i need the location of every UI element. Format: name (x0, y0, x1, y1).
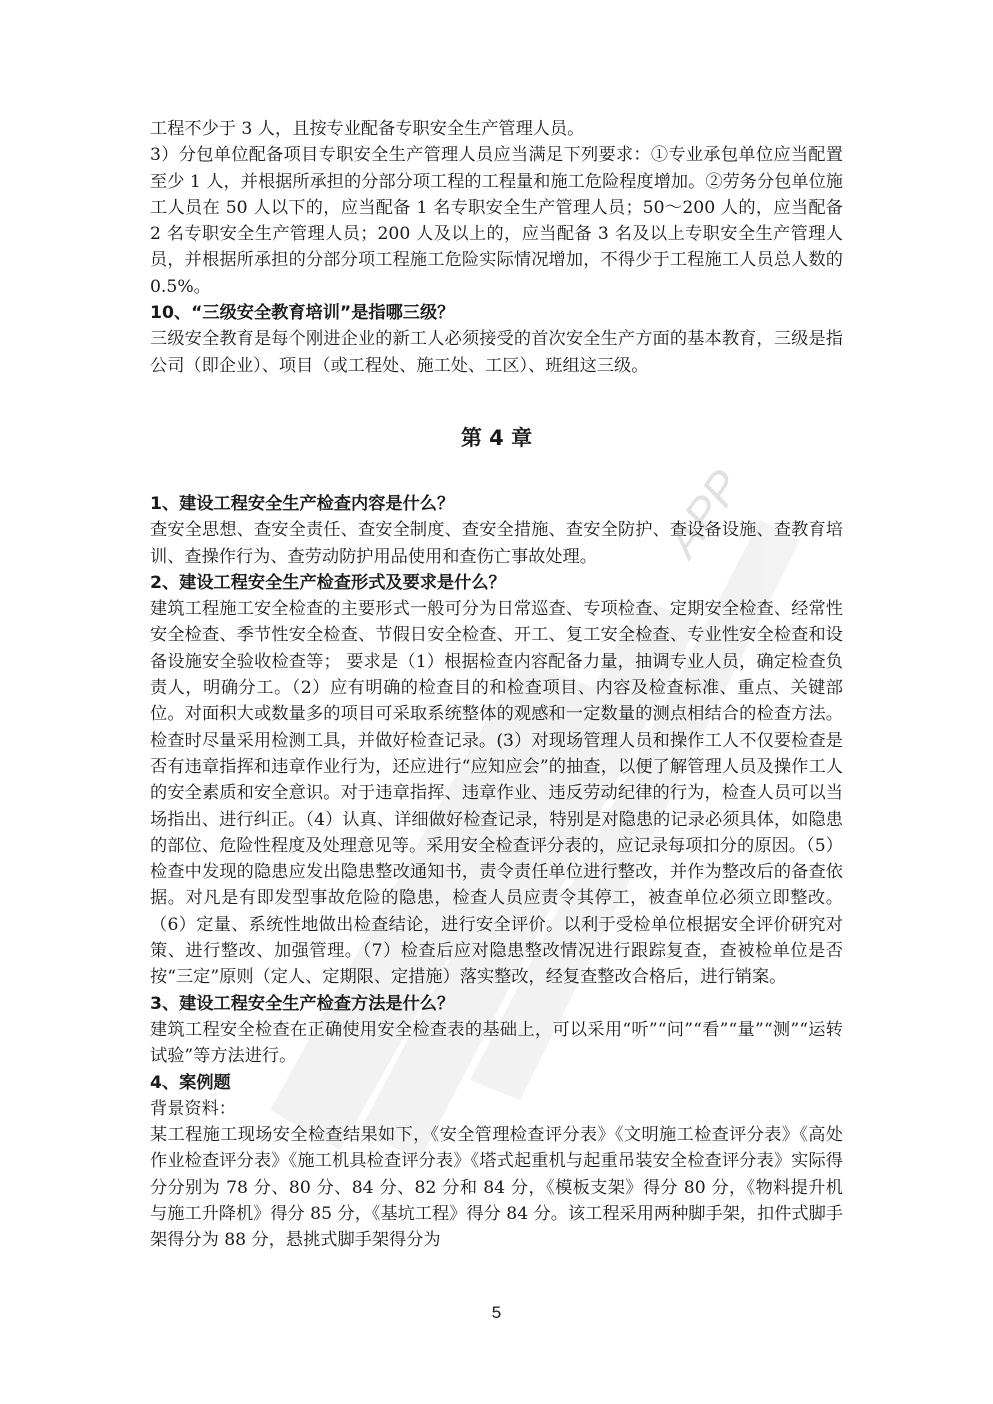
paragraph-subcontractor-requirements: 3）分包单位配备项目专职安全生产管理人员应当满足下列要求：①专业承包单位应当配置至少 1 人，并根据所承担的分部分项工程的工程量和施工危险程度增加。②劳务分包单位施工人员在 50 人以下的，应当配备 1 名专职安全生产管理人员；50～200 人的，应当配备 2 名专职安全生产管理人员；200 人及以上的，应当配备 3 名及以上专职安全生产管理人员，并根据所承担的分部分项工程施工危险实际情况增加，不得少于工程施工人员总人数的 0.5%。 (150, 145, 843, 297)
question-2: 2、建设工程安全生产检查形式及要求是什么？ (150, 572, 506, 593)
answer-1: 查安全思想、查安全责任、查安全制度、查安全措施、查安全防护、查设备设施、查教育培训、查操作行为、查劳动防护用品使用和查伤亡事故处理。 (150, 520, 843, 567)
question-1: 1、建设工程安全生产检查内容是什么？ (150, 493, 455, 514)
chapter-title: 第 4 章 (460, 425, 533, 450)
question-3: 3、建设工程安全生产检查方法是什么？ (150, 993, 455, 1014)
watermark-text: APP (655, 460, 751, 566)
paragraph-staffing-tail: 工程不少于 3 人，且按专业配备专职安全生产管理人员。 (150, 119, 585, 139)
question-10: 10、“三级安全教育培训”是指哪三级？ (150, 303, 455, 324)
case-background: 某工程施工现场安全检查结果如下，《安全管理检查评分表》《文明施工检查评分表》《高处作业检查评分表》《施工机具检查评分表》《塔式起重机与起重吊装安全检查评分表》实际得分分别为 78 分、80 分、84 分、82 分和 84 分，《模板支架》得分 80 分，《物料提升机与施工升降机》得分 85 分，《基坑工程》得分 84 分。该工程采用两种脚手架，扣件式脚手架得分为 88 分，悬挑式脚手架得分为 (150, 1125, 843, 1251)
answer-3: 建筑工程安全检查在正确使用安全检查表的基础上，可以采用“听”“问”“看”“量”“测”“运转试验”等方法进行。 (150, 1019, 843, 1067)
answer-10: 三级安全教育是每个刚进企业的新工人必须接受的首次安全生产方面的基本教育，三级是指公司（即企业）、项目（或工程处、施工处、工区）、班组这三级。 (150, 329, 843, 376)
question-4: 4、案例题 (150, 1072, 231, 1093)
background-label: 背景资料： (150, 1098, 236, 1119)
page-number: 5 (491, 1303, 502, 1322)
answer-2: 建筑工程施工安全检查的主要形式一般可分为日常巡查、专项检查、定期安全检查、经常性安全检查、季节性安全检查、节假日安全检查、开工、复工安全检查、专业性安全检查和设备设施安全验收检查等； 要求是（1）根据检查内容配备力量，抽调专业人员，确定检查负责人，明确分工。（2）应有明确的检查目的和检查项目、内容及检查标准、重点、关键部位。对面积大或数量多的项目可采取系统整体的观感和一定数量的测点相结合的检查方法。检查时尽量采用检测工具，并做好检查记录。(3）对现场管理人员和操作工人不仅要检查是否有违章指挥和违章作业行为，还应进行“应知应会”的抽查，以便了解管理人员及操作工人的安全素质和安全意识。对于违章指挥、违章作业、违反劳动纪律的行为，检查人员可以当场指出、进行纠正。（4）认真、详细做好检查记录，特别是对隐患的记录必须具体，如隐患的部位、危险性程度及处理意见等。采用安全检查评分表的，应记录每项扣分的原因。（5）检查中发现的隐患应发出隐患整改通知书，责令责任单位进行整改，并作为整改后的备查依据。对凡是有即发型事故危险的隐患，检查人员应责令其停工，被查单位必须立即整改。（6）定量、系统性地做出检查结论，进行安全评价。以利于受检单位根据安全评价研究对策、进行整改、加强管理。（7）检查后应对隐患整改情况进行跟踪复查，查被检单位是否按“三定”原则（定人、定期限、定措施）落实整改，经复查整改合格后，进行销案。 (150, 599, 843, 988)
document-page (150, 116, 843, 1386)
